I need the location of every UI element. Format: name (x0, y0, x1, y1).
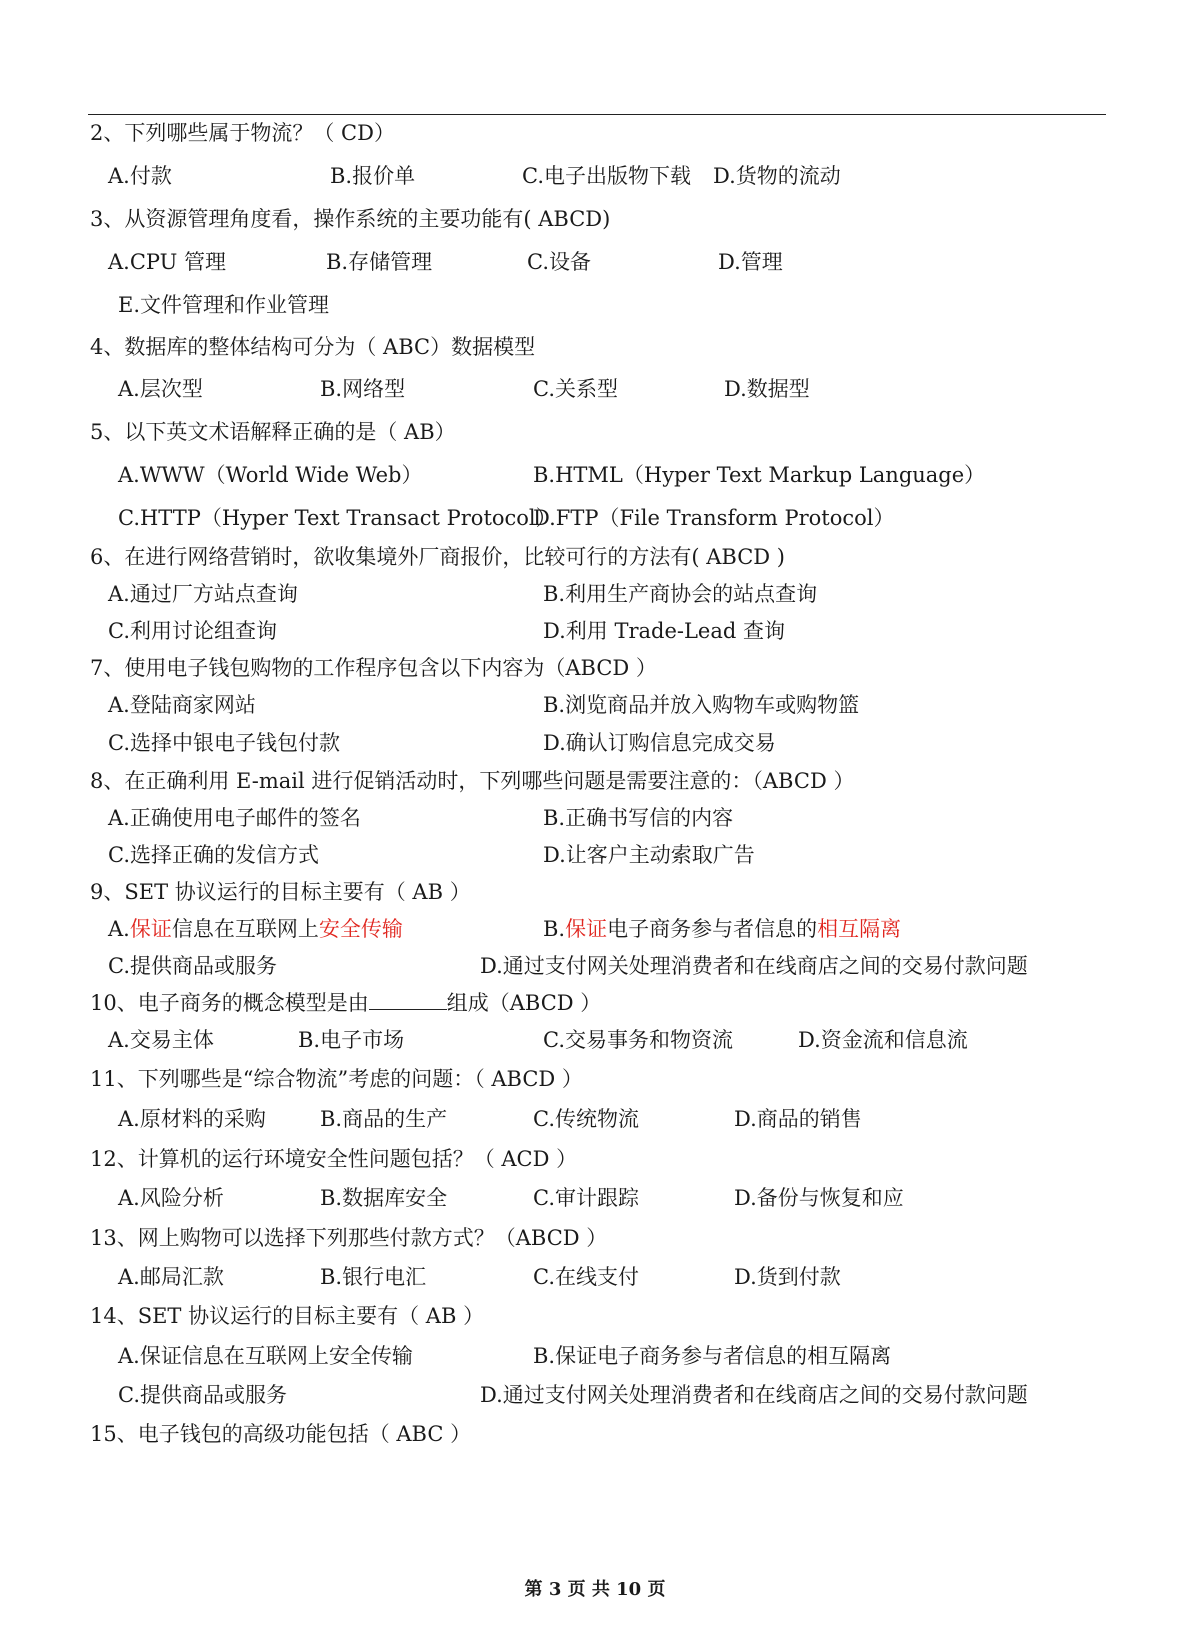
header-rule (88, 114, 1106, 115)
highlight-text: 保证 (565, 917, 608, 941)
question-9: 9、SET 协议运行的目标主要有（ AB ） (90, 880, 471, 904)
option: E.文件管理和作业管理 (118, 293, 330, 317)
option-text: 电子商务参与者信息的 (607, 917, 818, 941)
highlight-text: 保证 (129, 917, 172, 941)
option: D.通过支付网关处理消费者和在线商店之间的交易付款问题 (480, 954, 1028, 978)
option: D.利用 Trade-Lead 查询 (543, 619, 785, 643)
question-8: 8、在正确利用 E-mail 进行促销活动时，下列哪些问题是需要注意的：（ABCD ） (90, 769, 855, 793)
question-6: 6、在进行网络营销时，欲收集境外厂商报价，比较可行的方法有( ABCD ) (90, 545, 785, 569)
option: A.保证信息在互联网上安全传输 (118, 1344, 413, 1368)
option: D.货物的流动 (713, 164, 841, 188)
option: A.交易主体 (108, 1028, 214, 1052)
question-15: 15、电子钱包的高级功能包括（ ABC ） (90, 1422, 472, 1446)
option: B.商品的生产 (320, 1107, 448, 1131)
option: A.登陆商家网站 (108, 693, 256, 717)
question-3: 3、从资源管理角度看，操作系统的主要功能有( ABCD) (90, 207, 611, 231)
option: C.提供商品或服务 (108, 954, 277, 978)
question-7: 7、使用电子钱包购物的工作程序包含以下内容为（ABCD ） (90, 656, 657, 680)
question-5: 5、以下英文术语解释正确的是（ AB） (90, 420, 456, 444)
option: C.设备 (527, 250, 591, 274)
option: C.关系型 (533, 377, 618, 401)
question-13: 13、网上购物可以选择下列那些付款方式？（ABCD ） (90, 1226, 608, 1250)
question-text: 10、电子商务的概念模型是由 (90, 991, 369, 1015)
option: D.商品的销售 (734, 1107, 862, 1131)
option: C.利用讨论组查询 (108, 619, 277, 643)
option: B.利用生产商协会的站点查询 (543, 582, 818, 606)
option: B.存储管理 (326, 250, 433, 274)
option: A.层次型 (118, 377, 203, 401)
option: C.电子出版物下载 (522, 164, 691, 188)
option: C.HTTP（Hyper Text Transact Protocol） (118, 506, 557, 530)
option: B.电子市场 (298, 1028, 405, 1052)
highlight-text: 安全传输 (318, 917, 403, 941)
question-2: 2、下列哪些属于物流？（ CD） (90, 121, 395, 145)
option-9b (543, 916, 901, 942)
option: B.网络型 (320, 377, 406, 401)
page-footer: 第 3 页 共 10 页 (524, 1579, 666, 1600)
option: B.HTML（Hyper Text Markup Language） (533, 463, 986, 487)
option-9a (108, 916, 403, 942)
option: B.保证电子商务参与者信息的相互隔离 (533, 1344, 892, 1368)
option: D.备份与恢复和应 (734, 1186, 904, 1210)
option: C.选择中银电子钱包付款 (108, 731, 340, 755)
question-14: 14、SET 协议运行的目标主要有（ AB ） (90, 1304, 485, 1328)
option: C.在线支付 (533, 1265, 639, 1289)
option-prefix: B. (543, 917, 566, 941)
option: D.通过支付网关处理消费者和在线商店之间的交易付款问题 (480, 1383, 1028, 1407)
option: D.FTP（File Transform Protocol） (533, 506, 895, 530)
option: B.浏览商品并放入购物车或购物篮 (543, 693, 860, 717)
option: D.数据型 (724, 377, 810, 401)
option: C.审计跟踪 (533, 1186, 639, 1210)
highlight-text: 相互隔离 (817, 917, 902, 941)
option: D.货到付款 (734, 1265, 841, 1289)
question-text: 组成（ABCD ） (446, 991, 602, 1015)
option: B.银行电汇 (320, 1265, 427, 1289)
option: B.正确书写信的内容 (543, 806, 734, 830)
fill-blank (369, 991, 447, 1010)
option-text: 信息在互联网上 (171, 917, 319, 941)
option: D.资金流和信息流 (798, 1028, 968, 1052)
question-12: 12、计算机的运行环境安全性问题包括？（ ACD ） (90, 1147, 578, 1171)
question-10 (90, 990, 601, 1016)
option-prefix: A. (108, 917, 130, 941)
option: A.邮局汇款 (118, 1265, 224, 1289)
option: A.WWW（World Wide Web） (118, 463, 423, 487)
option: C.提供商品或服务 (118, 1383, 287, 1407)
option: A.通过厂方站点查询 (108, 582, 298, 606)
option: A.付款 (108, 164, 172, 188)
option: C.交易事务和物资流 (543, 1028, 733, 1052)
option: A.正确使用电子邮件的签名 (108, 806, 361, 830)
question-11: 11、下列哪些是“综合物流”考虑的问题：（ ABCD ） (90, 1067, 583, 1091)
option: A.风险分析 (118, 1186, 224, 1210)
option: C.选择正确的发信方式 (108, 843, 319, 867)
option: A.原材料的采购 (118, 1107, 266, 1131)
option: C.传统物流 (533, 1107, 639, 1131)
option: A.CPU 管理 (108, 250, 227, 274)
option: D.让客户主动索取广告 (543, 843, 755, 867)
option: B.报价单 (330, 164, 416, 188)
option: D.管理 (718, 250, 783, 274)
option: D.确认订购信息完成交易 (543, 731, 776, 755)
option: B.数据库安全 (320, 1186, 448, 1210)
question-4: 4、数据库的整体结构可分为（ ABC）数据模型 (90, 335, 536, 359)
